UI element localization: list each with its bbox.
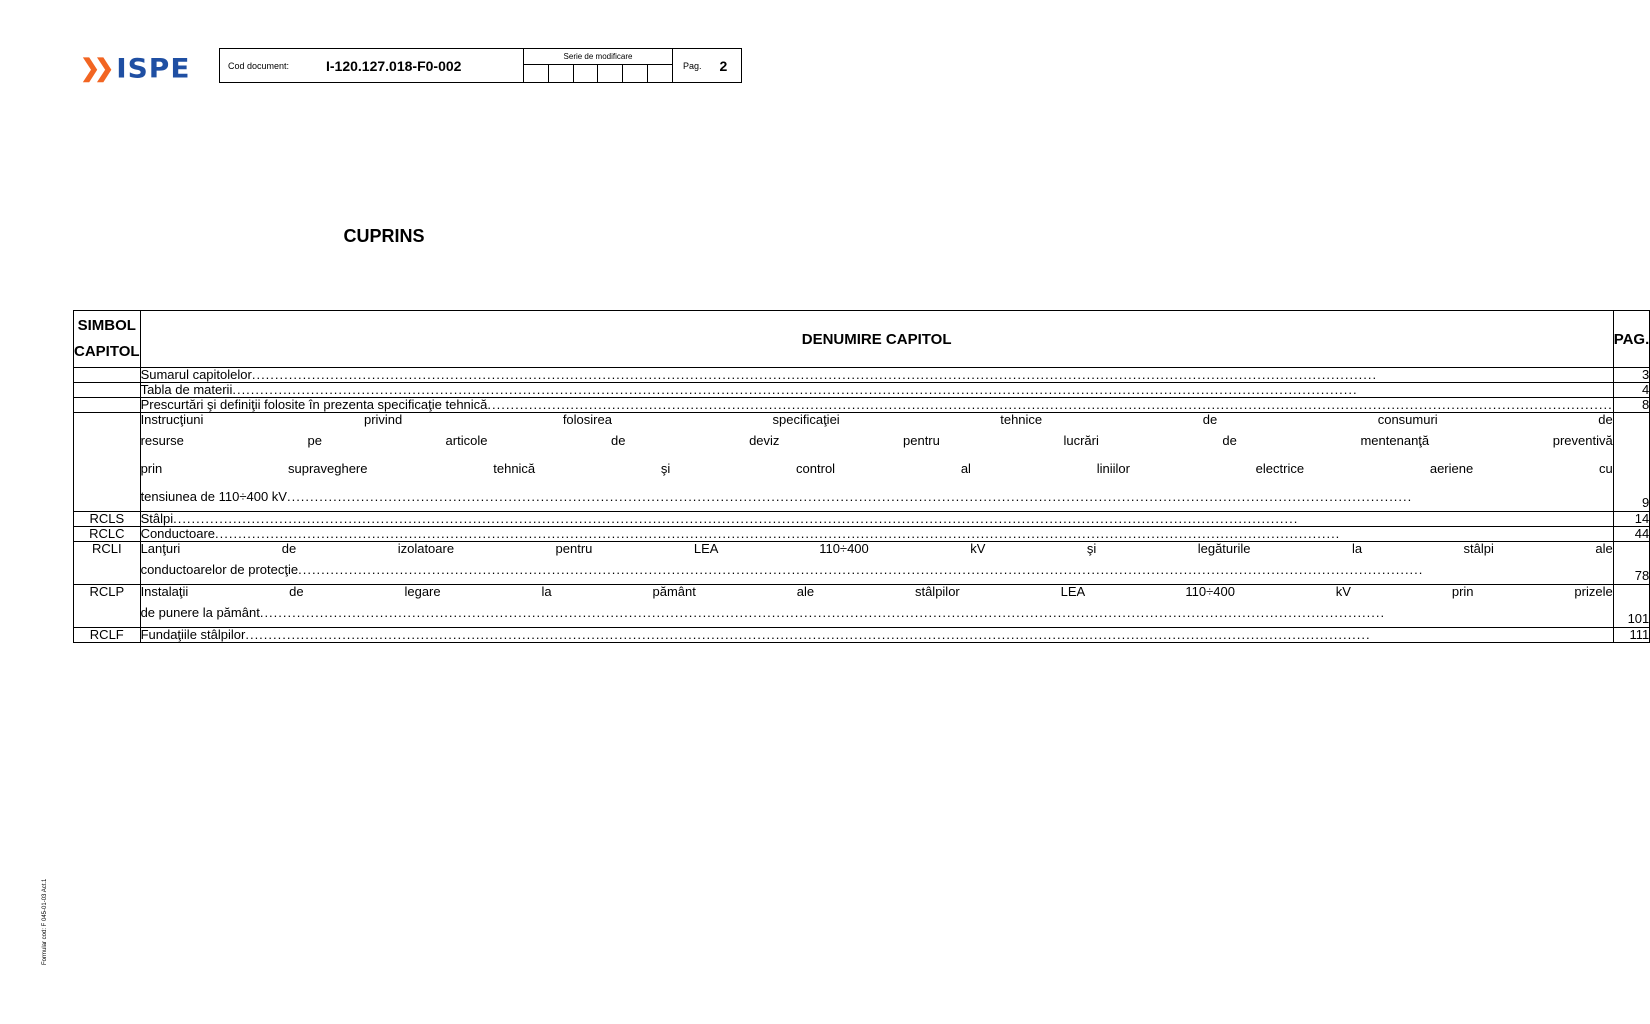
serie-box (623, 65, 648, 82)
chapter-name-line: Prescurtări şi definiţii folosite în prezenta specificaţie tehnică (140, 397, 488, 412)
serie-box (648, 65, 672, 82)
serie-box (598, 65, 623, 82)
chapter-symbol (74, 413, 141, 512)
header-page: PAG. (1613, 311, 1650, 368)
pag-value: 2 (719, 57, 728, 74)
chapter-name-line: Lanţuri de izolatoare pentru LEA 110÷400 kV şi legăturile la stâlpi ale (140, 541, 1613, 556)
ispe-logo (80, 52, 191, 85)
header-symbol-line2: CAPITOL (74, 343, 140, 360)
table-row (74, 585, 1650, 628)
header-symbol (74, 311, 141, 368)
chapter-name-line: conductoarelor de protecţie (140, 562, 299, 577)
serie-modificare-label: Serie de modificare (524, 49, 672, 65)
dot-leader (287, 483, 1613, 511)
chapter-name-line: Sumarul capitolelor (140, 367, 252, 382)
table-row (74, 413, 1650, 512)
chapter-name-line: Instalaţii de legare la pământ ale stâlpilor LEA 110÷400 kV prin prizele (140, 584, 1613, 599)
header-name: DENUMIRE CAPITOL (140, 311, 1613, 368)
chapter-name (140, 413, 1613, 512)
table-row (74, 527, 1650, 542)
table-row (74, 398, 1650, 413)
table-row (74, 383, 1650, 398)
pag-label: Pag. (683, 60, 702, 71)
chapter-name-line: Instrucţiuni privind folosirea specificaţiei tehnice de consumuri de (140, 412, 1613, 427)
double-chevron-icon: ❯❯ (80, 55, 109, 82)
chapter-symbol (74, 398, 141, 413)
serie-box (549, 65, 574, 82)
dot-leader (173, 512, 1613, 526)
chapter-page: 14 (1613, 512, 1650, 527)
table-row (74, 542, 1650, 585)
chapter-page: 78 (1613, 542, 1650, 585)
chapter-page: 111 (1613, 628, 1650, 643)
dot-leader (215, 527, 1613, 541)
chapter-name (140, 628, 1613, 643)
chapter-name (140, 383, 1613, 398)
chapter-page: 101 (1613, 585, 1650, 628)
chapter-name (140, 585, 1613, 628)
serie-box (524, 65, 549, 82)
chapter-page: 9 (1613, 413, 1650, 512)
chapter-page: 4 (1613, 383, 1650, 398)
chapter-name-line: tensiunea de 110÷400 kV (140, 489, 287, 504)
dot-leader (252, 368, 1613, 382)
dot-leader (245, 628, 1612, 642)
chapter-name (140, 398, 1613, 413)
chapter-symbol (74, 383, 141, 398)
chapter-symbol: RCLI (74, 542, 141, 585)
chapter-name-line: de punere la pământ (140, 605, 260, 620)
dot-leader (232, 383, 1612, 397)
chapter-symbol: RCLF (74, 628, 141, 643)
table-row (74, 512, 1650, 527)
chapter-name (140, 527, 1613, 542)
dot-leader (298, 556, 1613, 584)
serie-modificare (523, 49, 673, 82)
cod-document-label: Cod document: (228, 60, 290, 71)
toc-header-row (74, 311, 1650, 368)
chapter-symbol: RCLC (74, 527, 141, 542)
logo-text: ISPE (116, 52, 191, 85)
dot-leader (260, 599, 1613, 627)
dot-leader (487, 398, 1612, 412)
cod-document-value: I-120.127.018-F0-002 (326, 57, 462, 74)
chapter-name (140, 542, 1613, 585)
chapter-page: 3 (1613, 368, 1650, 383)
chapter-name-line: prin supraveghere tehnică şi control al liniilor electrice aeriene cu (140, 461, 1613, 476)
serie-modificare-boxes (524, 65, 672, 82)
chapter-symbol (74, 368, 141, 383)
toc-table (73, 310, 1650, 643)
page-title: CUPRINS (343, 226, 425, 246)
table-row (74, 628, 1650, 643)
page-number-cell (673, 49, 741, 82)
serie-box (574, 65, 599, 82)
chapter-name (140, 512, 1613, 527)
table-row (74, 368, 1650, 383)
chapter-name-line: Fundaţiile stâlpilor (140, 627, 246, 642)
chapter-name-line: Stâlpi (140, 511, 174, 526)
form-code: Formular cod: F 045-01-03 Act.1 (42, 878, 48, 965)
header-symbol-line1: SIMBOL (77, 317, 136, 334)
chapter-symbol: RCLP (74, 585, 141, 628)
chapter-name-line: resurse pe articole de deviz pentru lucrări de mentenanţă preventivă (140, 433, 1613, 448)
chapter-page: 8 (1613, 398, 1650, 413)
chapter-name-line: Conductoare (140, 526, 216, 541)
document-header (219, 48, 742, 83)
chapter-name-line: Tabla de materii (140, 382, 233, 397)
chapter-name (140, 368, 1613, 383)
chapter-symbol: RCLS (74, 512, 141, 527)
chapter-page: 44 (1613, 527, 1650, 542)
